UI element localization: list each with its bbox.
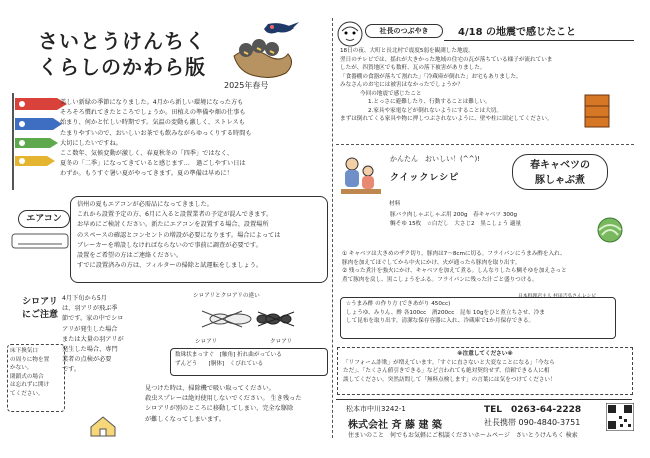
homepage-link[interactable]: ホームページ さいとうけんちく 検索 bbox=[474, 432, 578, 439]
termite-diagram bbox=[176, 302, 316, 340]
intro-text bbox=[60, 98, 328, 180]
recipe-steps bbox=[342, 250, 632, 284]
aircon-line: すでに設置済みの方は、フィルターの掃除と試運転をしましょう。 bbox=[77, 262, 263, 270]
termite-line: 節です。家の中でシロ bbox=[62, 315, 124, 323]
recipe-step: ① キャベツは大きめのザク切り。豚肉は7〜8cmに切る。フライパンにうまみ酢を入れ、 bbox=[342, 251, 566, 257]
aircon-label: エアコン bbox=[18, 210, 70, 228]
sauce-line: して昆布を取り出す。清潔な保存容器に入れ、冷蔵庫で1か月保存できる。 bbox=[346, 318, 535, 324]
termite-compare-box bbox=[170, 348, 328, 376]
termite-text bbox=[62, 294, 152, 376]
cooking-people-icon bbox=[338, 154, 384, 196]
floor-vent-tip bbox=[7, 344, 65, 412]
compare-row-2: ずんどう [胴体] くびれている bbox=[175, 360, 264, 367]
ingredients-label: 材料 bbox=[389, 201, 401, 207]
air-conditioner-icon bbox=[10, 232, 72, 250]
intro-line: ここ数年、気候変動が激しく、春夏秋冬の「四季」ではなく、 bbox=[60, 150, 234, 158]
termite-line: 業者の点検が必要 bbox=[62, 356, 112, 364]
column-line: 「食器棚の食器が落ちて割れた」「冷蔵庫が倒れた」お宅もありました。 bbox=[340, 73, 522, 80]
newsletter-title-line2: くらしのかわら版 bbox=[38, 55, 206, 79]
column-line: みなさんのお宅には被害はなかったでしょうか？ bbox=[340, 82, 464, 88]
floor-tip-line: の周りに物を置 bbox=[10, 356, 50, 363]
recipe-intro: かんたん おいしい！(^^)! bbox=[390, 155, 480, 163]
column-line: 今回の地震で感じたこと bbox=[360, 90, 422, 97]
intro-line: そろそろ慣れてきたところでしょうか。田植えの準備や畑の仕事も bbox=[60, 109, 246, 117]
floor-tip-line: かない。 bbox=[10, 365, 33, 371]
address: 松本市中川3242-1 bbox=[346, 405, 406, 413]
column-line: まずは倒れてくる家具や物に押しつぶされないように、壁や柱に固定してください。 bbox=[340, 116, 553, 122]
termite-note bbox=[145, 384, 335, 425]
aircon-line: お早めにご検討ください。新たにエアコンを設置する場合、設置場所 bbox=[77, 221, 269, 229]
intro-line: 始まり、何かと忙しい時期です。気温の変動も激しく、ストレスも bbox=[60, 119, 245, 127]
termite-line: または大量の羽アリが bbox=[62, 335, 124, 343]
intro-line: たまりやすいので、おいしいお茶でも飲みながらゆっくりする時間も bbox=[60, 129, 252, 137]
ingredient-line: 豚バラ肉しゃぶしゃぶ用 200g 春キャベツ 300g bbox=[390, 212, 518, 218]
termite-line: 4月下旬から5月 bbox=[62, 295, 107, 302]
sauce-line: しょうゆ、みりん、酢 各100cc 酒200cc 昆布 10gをひと煮立ちさせ、冷ま bbox=[346, 309, 545, 316]
compare-row-1: 数珠状まっすぐ [触角] 折れ曲がっている bbox=[175, 352, 282, 358]
company-name: 株式会社 斉 藤 建 築 bbox=[348, 420, 442, 431]
termite-note-line: シロアリが別のところに移動してしまい、完全な駆除 bbox=[145, 405, 294, 413]
termite-label: シロアリ にご注意 bbox=[21, 297, 58, 320]
termite-line: 発生した場合、専門 bbox=[62, 346, 118, 354]
caution-title: ※注意してください※ bbox=[457, 351, 513, 357]
termite-note-line: が難しくなってしまいます。 bbox=[145, 415, 225, 423]
ingredient-line: 鯛そゆ 15枚 ☆白だし 大さじ2 黒こしょう 適量 bbox=[390, 220, 522, 227]
column-line: 1.とっさに避難したり、行動することは難しい。 bbox=[368, 99, 491, 105]
termite-line: です。 bbox=[62, 366, 81, 374]
intro-line: 夏冬の「二季」になってきていると感じます… 過ごしやすい日は bbox=[60, 160, 246, 168]
sauce-title: ☆うまみ酢 の作り方 (できあがり 450cc) bbox=[346, 301, 451, 307]
mobile-phone: 社長携帯 090-4840-3751 bbox=[484, 418, 581, 427]
aircon-line: のスペースの確認とコンセントの増設が必要になります。場合によっては bbox=[77, 231, 281, 239]
termite-line: アリが発生した場合 bbox=[62, 325, 118, 333]
termite-line: は、羽アリが飛ぶ季 bbox=[62, 305, 118, 313]
recipe-step: ② 残った煮汁を強火にかけ、キャベツを加えて煮る。しんなりしたら鯛そゆを加えさっと bbox=[342, 268, 567, 274]
aircon-line: 設置をご希望の方はご連絡ください。 bbox=[77, 252, 183, 260]
column-divider bbox=[332, 18, 333, 438]
column-heading: 4/18 の地震で感じたこと bbox=[458, 27, 577, 38]
ingredients bbox=[390, 211, 590, 228]
column-tag: 社長のつぶやき bbox=[365, 24, 443, 38]
column-line: したが、四賀地区でも数軒、瓦の落下被害がありました。 bbox=[340, 65, 486, 71]
recipe-label: クイックレシピ bbox=[390, 173, 460, 183]
recipe-name: 春キャベツの 豚しゃぶ煮 bbox=[512, 154, 608, 190]
floor-tip-line: 床下換気口 bbox=[10, 348, 38, 354]
swallow-nest-icon bbox=[226, 18, 304, 78]
column-line: 2.家具や家電などが倒れないようにすることは大切。 bbox=[368, 107, 502, 114]
aircon-line: ブレーカーを増設しなければならないので事前に調査が必要です。 bbox=[77, 241, 262, 249]
floor-tip-line: 閉鎖式の場合 bbox=[10, 373, 44, 380]
column-heading-underline bbox=[444, 40, 634, 41]
sauce-box bbox=[340, 297, 616, 339]
termite-diagram-title: シロアリとクロアリの違い bbox=[193, 293, 260, 299]
recipe-step: 煮て豚肉を戻し、黒こしょうをふる。フライパンに残った汁ごと盛りつける。 bbox=[342, 276, 538, 283]
recipe-step: 豚肉を加えてほぐしてから中火にかけ、火が通ったら豚肉を取り出す。 bbox=[342, 259, 521, 266]
intro-line: わずか。もうすぐ暑い夏がやってきます。夏の準備は早めに！ bbox=[60, 170, 233, 178]
recipe-divider bbox=[336, 144, 634, 145]
newsletter-title-line1: さいとうけんちく bbox=[38, 29, 206, 53]
caution-line: ただ」、「たくさん値引きできる」など言われても絶対契約せず、信頼できる人に相 bbox=[343, 368, 550, 374]
termite-note-line: 見つけた時は、掃除機で吸い取ってください。 bbox=[145, 385, 275, 392]
footer-divider bbox=[336, 399, 632, 400]
caution-line: 談してください。突然訪問して「無料点検します」の言葉には気をつけてください！ bbox=[343, 376, 556, 383]
slogan: 住まいのこと 何でもお気軽にご相談ください bbox=[348, 432, 475, 439]
floor-tip-line: は忘れずに開け bbox=[10, 382, 50, 388]
column-line: 18日の夜、大町と長北村で震度5弱を観測した地震。 bbox=[340, 48, 474, 54]
caution-box bbox=[337, 347, 633, 395]
caution-line: 「リフォーム詐欺」が増えています。「すぐに直さないと大変なことになる」「今なら bbox=[343, 359, 555, 366]
aircon-line: これから設置予定の方、6月に入ると設置業者の予定が混んできます。 bbox=[77, 211, 273, 219]
label-black-ant: クロアリ bbox=[270, 339, 293, 345]
aircon-line: 信州の夏もエアコンが必需品になってきました。 bbox=[77, 201, 213, 208]
cabinet-icon bbox=[582, 92, 612, 130]
intro-line: 大切にしたいですね。 bbox=[60, 139, 122, 147]
telephone: TEL 0263-64-2228 bbox=[484, 405, 582, 415]
issue-label: 2025年春号 bbox=[224, 81, 269, 90]
column-line: 翌日のテレビでは、揺れが大きかった地域の住宅の瓦が落ちている様子が流れていま bbox=[340, 56, 553, 63]
label-white-termite: シロアリ bbox=[195, 339, 218, 345]
intro-line: 美しい新緑の季節になりました。4月から新しい環境になった方も bbox=[60, 99, 244, 106]
termite-note-line: 殺虫スプレーは絶対使用しないでください。 生き残った bbox=[145, 395, 302, 403]
house-icon bbox=[88, 414, 118, 438]
floor-tip-line: てください。 bbox=[10, 390, 44, 397]
cabbage-icon bbox=[592, 215, 628, 245]
aircon-box bbox=[70, 196, 328, 283]
qr-code-icon[interactable] bbox=[606, 403, 634, 431]
